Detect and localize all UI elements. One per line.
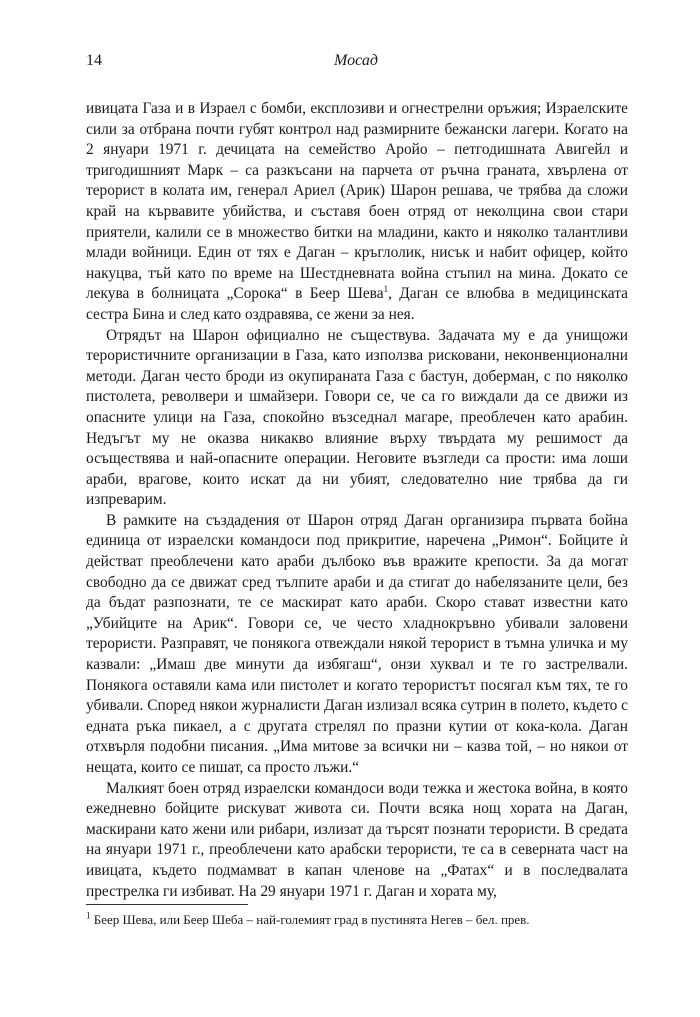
footnote-marker: 1	[86, 910, 91, 921]
paragraph: Отрядът на Шарон официално не съществува. Задачата му е да унищожи терористичните организации в Газа, като използва рисковани, неконвенционални методи. Даган често броди из окупираната Газа с бастун, доберман, с по няколко пистолета, револвери и шмайзери. Говори се, че са го виждали да се движи из опасните улици на Газа, спокойно възседнал магаре, преоблечен като арабин. Недъгът му не оказва никакво влияние върху твърдата му решимост да осъществява и най-опасните операции. Неговите възгледи са прости: има лоши араби, врагове, които искат да ни убият, следователно ние трябва да ги изпреварим.	[86, 326, 628, 509]
footnote-divider	[86, 904, 248, 905]
footnote	[86, 911, 628, 928]
page-header	[86, 52, 626, 76]
running-title: Мосад	[334, 52, 378, 69]
footnote-reference: 1	[383, 284, 389, 295]
paragraph-text: , Даган се влюбва в медицинската сестра Бина и след като оздравява, се жени за нея.	[86, 285, 628, 323]
footnote-text: Беер Шева, или Беер Шеба – най-големият град в пустинята Негев – бел. прев.	[93, 912, 530, 927]
paragraph	[86, 99, 628, 326]
paragraph: В рамките на създадения от Шарон отряд Даган организира първата бойна единица от израелски командоси под прикритие, наречена „Римон“. Бойците ѝ действат преоблечени като араби дълбоко във вражите крепости. За да могат свободно да се движат сред тълпите араби и да стигат до набелязаните цели, без да бъдат разпознати, те се маскират като араби. Скоро стават известни като „Убийците на Арик“. Говори се, че често хладнокръвно убивали заловени терористи. Разправят, че понякога отвеждали някой терорист в тъмна уличка и му казвали: „Имаш две минути да избягаш“, онзи хуквал и те го застрелвали. Понякога оставяли кама или пистолет и когато терористът посягал към тях, те го убивали. Според някои журналисти Даган излизал всяка сутрин в полето, където с едната ръка пикаел, а с другата стрелял по празни кутии от кока-кола. Даган отхвърля подобни писания. „Има митове за всички ни – казва той, – но някои от нещата, които се пишат, са просто лъжи.“	[86, 511, 628, 776]
page-number: 14	[86, 52, 102, 69]
paragraph: Малкият боен отряд израелски командоси води тежка и жестока война, в която ежедневно бойците рискуват живота си. Почти всяка нощ хората на Даган, маскирани като жени или рибари, излизат да търсят познати терористи. В средата на януари 1971 г., преоблечени като арабски терористи, те са в северната част на ивицата, където подмамват в капан членове на „Фатах“ и в последвалата престрелка ги избиват. На 29 януари 1971 г. Даган и хората му,	[86, 779, 628, 900]
paragraph-text: ивицата Газа и в Израел с бомби, експлозиви и огнестрелни оръжия; Израелските сили за отбрана почти губят контрол над размирните бежански лагери. Когато на 2 януари 1971 г. дечицата на семейство Аройо – петгодишната Авигейл и тригодишният Марк – са разкъсани на парчета от ръчна граната, хвърлена от терорист в колата им, генерал Ариел (Арик) Шарон решава, че трябва да сложи край на кървавите убийства, и съставя боен отряд от неколцина свои стари приятели, калили се в множество битки на младини, както и няколко талантливи млади войници. Един от тях е Даган – кръглолик, нисък и набит офицер, който накуцва, тъй като по време на Шестдневната война стъпил на мина. Докато се лекува в болницата „Сорока“ в Беер Шева	[86, 100, 628, 303]
body-text	[86, 99, 628, 902]
